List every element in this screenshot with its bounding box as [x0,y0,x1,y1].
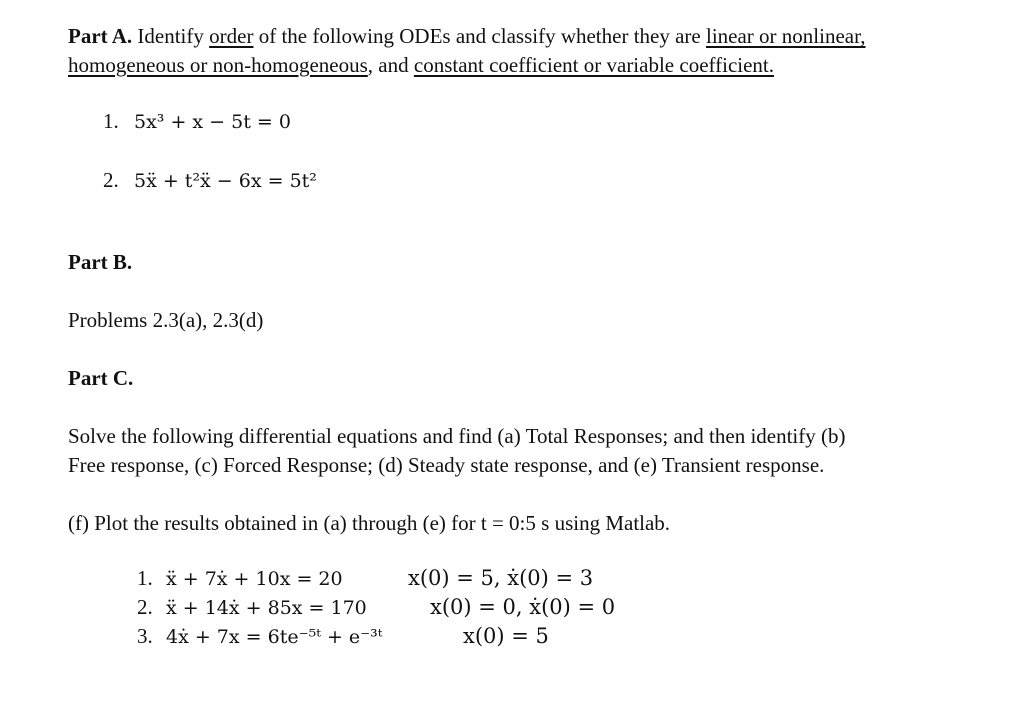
part-a-paragraph-line-2 [68,52,774,78]
part-a-linear-term: linear or nonlinear, [706,24,866,48]
part-a-order-term: order [209,24,254,48]
part-c-equation-2 [137,594,367,621]
part-a-intro-3: , and [367,53,414,77]
part-c-equation-1 [137,565,343,592]
part-a-item-1-equation: 5x³ + x − 5t = 0 [134,111,291,133]
part-a-paragraph-line-1 [68,23,866,49]
part-a-label: Part A. [68,24,133,48]
part-c-equation-3 [137,623,382,650]
part-a-intro-1: Identify [137,24,210,48]
part-b-label: Part B. [68,250,133,274]
part-a-constant-term: constant coefficient or variable coefficient. [413,53,775,77]
part-c-equation-3-number: 3. [137,624,153,648]
part-c-instructions-line-2: Free response, (c) Forced Response; (d) Steady state response, and (e) Transient response. [68,453,825,477]
part-a-item-2 [103,167,317,194]
part-c-equation-1-number: 1. [137,566,153,590]
part-a-item-2-equation: 5ẍ + t²ẍ − 6x = 5t² [134,170,317,192]
part-c-equation-3-initial-conditions: x(0) = 5 [463,624,549,648]
part-c-equation-3-ode: 4ẋ + 7x = 6te⁻⁵ᵗ + e⁻³ᵗ [166,626,383,648]
part-c-equation-2-ode: ẍ + 14ẋ + 85x = 170 [166,597,367,619]
part-c-equation-2-initial-conditions: x(0) = 0, ẋ(0) = 0 [430,595,616,619]
part-c-plot-instruction: (f) Plot the results obtained in (a) through (e) for t = 0:5 s using Matlab. [68,511,671,535]
part-c-equation-1-initial-conditions: x(0) = 5, ẋ(0) = 3 [408,566,594,590]
part-c-label: Part C. [68,366,134,390]
part-c-equation-2-number: 2. [137,595,153,619]
part-a-item-1 [103,108,291,135]
part-a-intro-2: of the following ODEs and classify whether they are [253,24,706,48]
part-a-homogeneous-term: homogeneous or non-homogeneous [68,53,368,77]
part-a-item-2-number: 2. [103,168,119,192]
part-c-instructions-line-1: Solve the following differential equations and find (a) Total Responses; and then identify (b) [68,424,846,448]
part-a-item-1-number: 1. [103,109,119,133]
part-c-equation-1-ode: ẍ + 7ẋ + 10x = 20 [166,568,343,590]
part-b-problems: Problems 2.3(a), 2.3(d) [68,308,264,332]
